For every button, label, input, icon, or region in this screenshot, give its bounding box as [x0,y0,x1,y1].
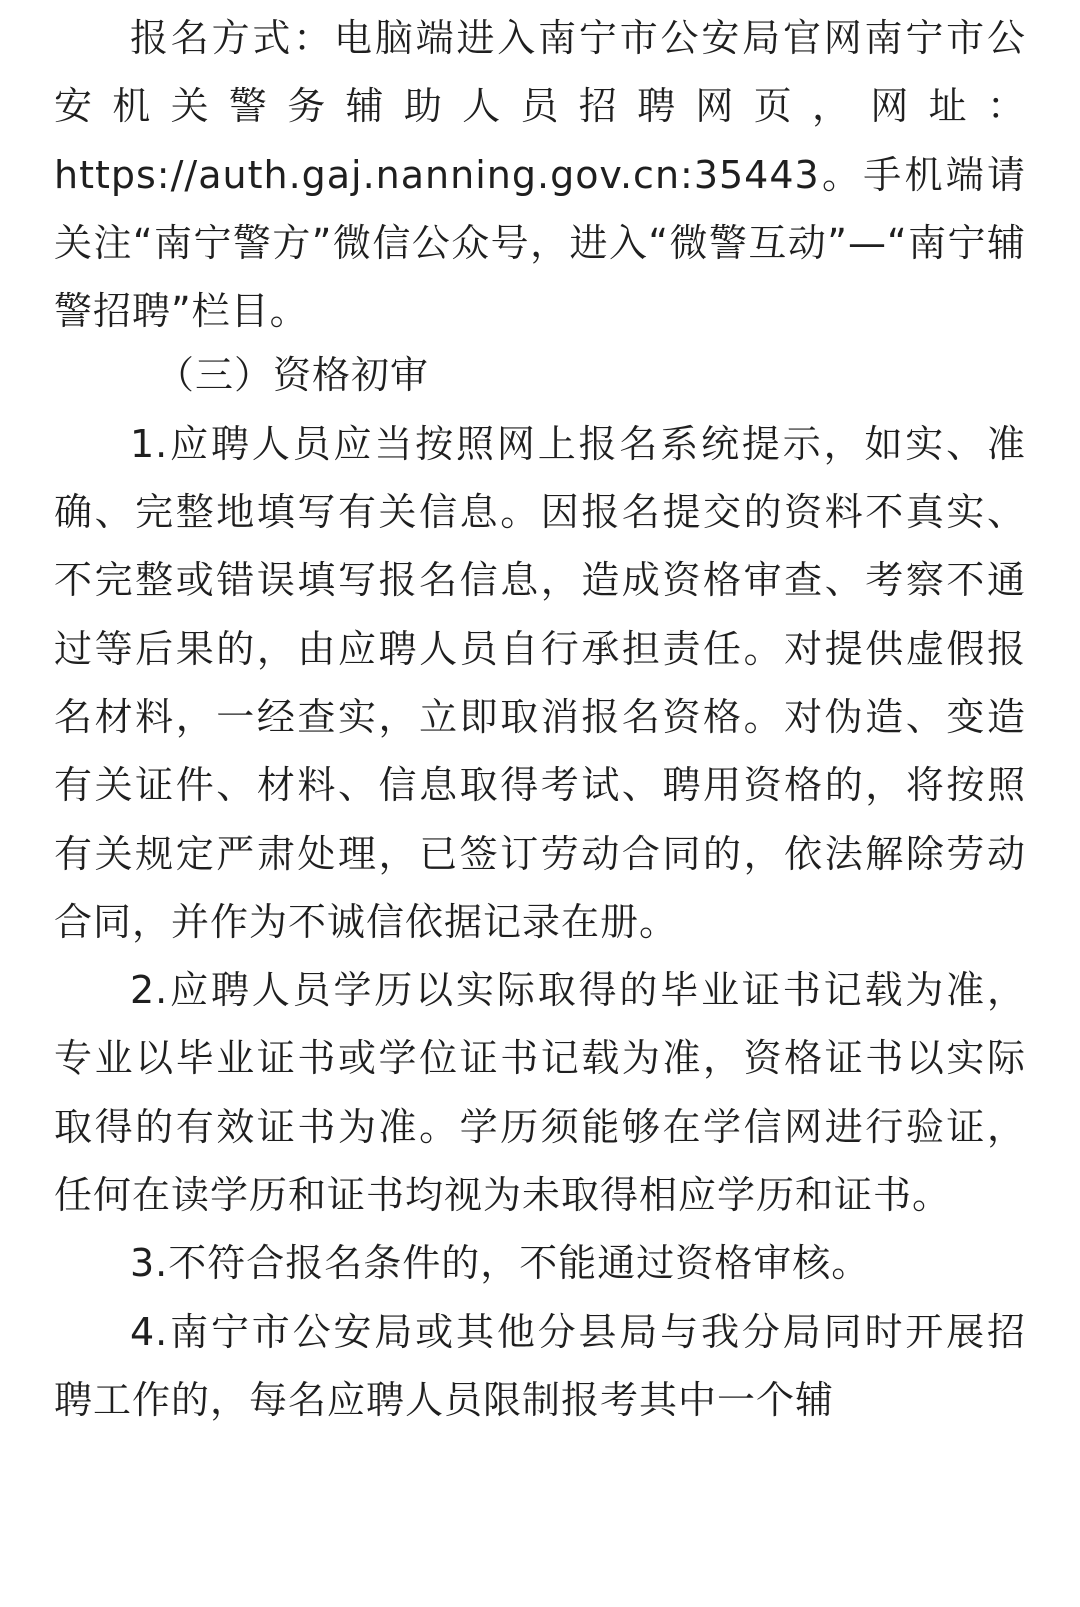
paragraph-item-1: 1.应聘人员应当按照网上报名系统提示，如实、准确、完整地填写有关信息。因报名提交的资料不真实、不完整或错误填写报名信息，造成资格审查、考察不通过等后果的，由应聘人员自行承担责任。对提供虚假报名材料，一经查实，立即取消报名资格。对伪造、变造有关证件、材料、信息取得考试、聘用资格的，将按照有关规定严肃处理，已签订劳动合同的，依法解除劳动合同，并作为不诚信依据记录在册。 [54,421,1026,944]
registration-method-paragraph [54,4,1026,345]
registration-url[interactable]: https://auth.gaj.nanning.gov.cn:35443 [54,152,820,197]
section-heading-qualification-review: （三）资格初审 [156,353,430,398]
article-body [54,0,1026,1434]
paragraph-item-4: 4.南宁市公安局或其他分县局与我分局同时开展招聘工作的，每名应聘人员限制报考其中一个辅 [54,1309,1026,1422]
mobile-registration-text: 。手机端请关注“南宁警方”微信公众号，进入“微警互动”—“南宁辅警招聘”栏目。 [54,152,1026,334]
paragraph-item-3: 3.不符合报名条件的，不能通过资格审核。 [130,1241,871,1286]
registration-method-text: 报名方式：电脑端进入南宁市公安局官网南宁市公安机关警务辅助人员招聘网页，网址： [54,16,1026,129]
paragraph-item-2: 2.应聘人员学历以实际取得的毕业证书记载为准，专业以毕业证书或学位证书记载为准，资格证书以实际取得的有效证书为准。学历须能够在学信网进行验证，任何在读学历和证书均视为未取得相应学历和证书。 [54,968,1026,1218]
